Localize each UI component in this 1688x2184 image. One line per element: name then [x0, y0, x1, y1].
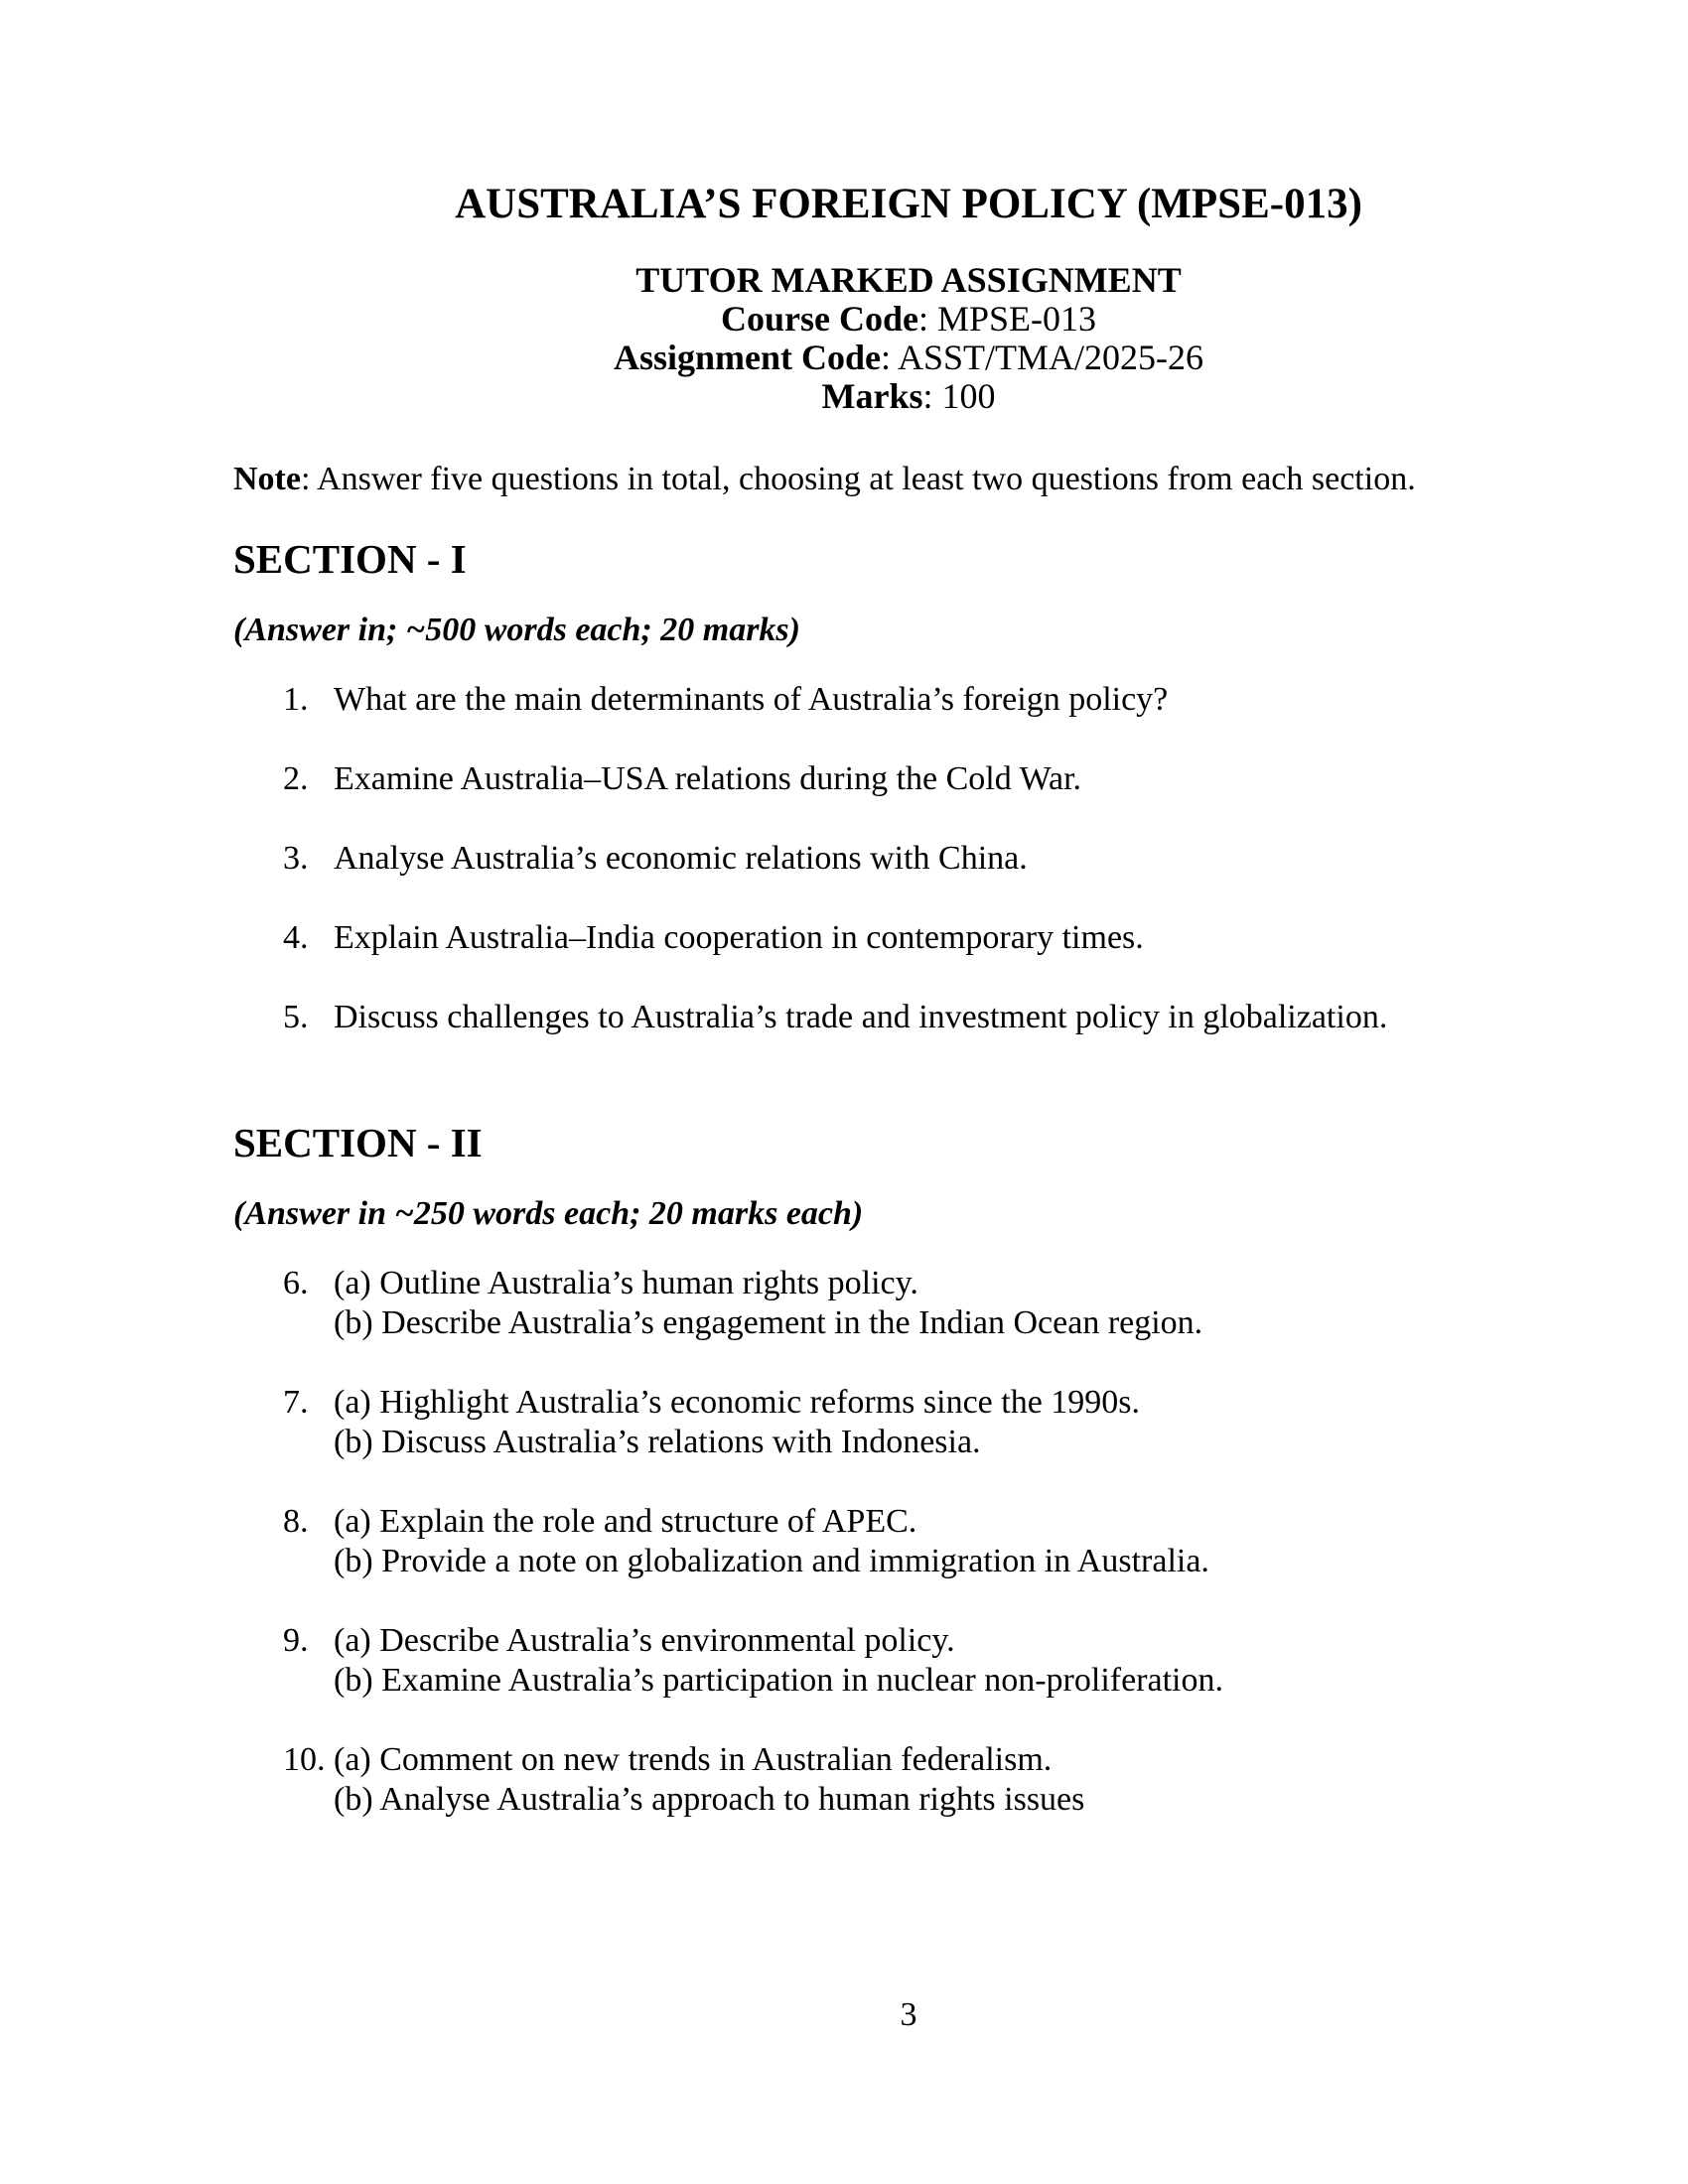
question-6 [233, 1264, 1584, 1343]
section-2-instruction: (Answer in ~250 words each; 20 marks each) [233, 1195, 864, 1232]
course-code-line [233, 300, 1584, 339]
note-text: : Answer five questions in total, choosing at least two questions from each section. [300, 461, 1416, 497]
assignment-type [233, 261, 1584, 300]
question-number: 4. [283, 919, 309, 956]
page-number: 3 [900, 1996, 917, 2033]
note-paragraph [233, 460, 1584, 499]
question-text: Examine Australia–USA relations during the Cold War. [334, 760, 1082, 797]
assignment-code-value: : ASST/TMA/2025-26 [880, 338, 1204, 377]
question-text-b: (b) Analyse Australia’s approach to human rights issues [334, 1781, 1085, 1818]
section-1-instruction: (Answer in; ~500 words each; 20 marks) [233, 612, 800, 648]
question-number: 9. [283, 1622, 309, 1659]
question-text-b: (b) Examine Australia’s participation in nuclear non-proliferation. [334, 1662, 1223, 1699]
question-text-a: (a) Describe Australia’s environmental policy. [334, 1622, 955, 1659]
course-code-label: Course Code [720, 299, 918, 339]
page-title: AUSTRALIA’S FOREIGN POLICY (MPSE-013) [455, 181, 1362, 227]
section-2-questions [233, 1264, 1584, 1820]
question-10 [233, 1740, 1584, 1820]
question-number: 7. [283, 1384, 309, 1421]
question-number: 1. [283, 681, 309, 718]
question-text: Discuss challenges to Australia’s trade and investment policy in globalization. [334, 999, 1388, 1035]
assignment-type-label: TUTOR MARKED ASSIGNMENT [635, 260, 1182, 300]
question-text-b: (b) Describe Australia’s engagement in the Indian Ocean region. [334, 1304, 1203, 1341]
question-2 [233, 759, 1584, 799]
assignment-code-label: Assignment Code [613, 338, 881, 377]
question-number: 8. [283, 1503, 309, 1540]
question-5 [233, 998, 1584, 1037]
question-number: 2. [283, 760, 309, 797]
marks-value: : 100 [922, 376, 996, 416]
assignment-code-line [233, 339, 1584, 377]
question-text-a: (a) Outline Australia’s human rights policy. [334, 1265, 918, 1301]
question-1 [233, 680, 1584, 720]
marks-line [233, 377, 1584, 416]
question-text-a: (a) Highlight Australia’s economic reforms since the 1990s. [334, 1384, 1141, 1421]
document-header [233, 0, 1584, 416]
section-1-questions [233, 680, 1584, 1037]
document-content [233, 0, 1584, 1859]
section-1-heading: SECTION - I [233, 536, 467, 582]
question-3 [233, 839, 1584, 879]
note-label: Note [233, 461, 301, 497]
question-text-a: (a) Explain the role and structure of APEC. [334, 1503, 917, 1540]
question-number: 10. [283, 1741, 326, 1778]
question-4 [233, 918, 1584, 958]
question-number: 5. [283, 999, 309, 1035]
question-text-a: (a) Comment on new trends in Australian federalism. [334, 1741, 1053, 1778]
section-2-heading: SECTION - II [233, 1120, 483, 1165]
question-9 [233, 1621, 1584, 1701]
marks-label: Marks [821, 376, 923, 416]
question-8 [233, 1502, 1584, 1581]
question-number: 3. [283, 840, 309, 877]
question-text-b: (b) Discuss Australia’s relations with Indonesia. [334, 1424, 981, 1460]
question-text: Explain Australia–India cooperation in contemporary times. [334, 919, 1144, 956]
question-text-b: (b) Provide a note on globalization and immigration in Australia. [334, 1543, 1209, 1579]
question-text: What are the main determinants of Australia’s foreign policy? [334, 681, 1169, 718]
question-number: 6. [283, 1265, 309, 1301]
course-code-value: : MPSE-013 [917, 299, 1097, 339]
question-7 [233, 1383, 1584, 1462]
question-text: Analyse Australia’s economic relations with China. [334, 840, 1028, 877]
